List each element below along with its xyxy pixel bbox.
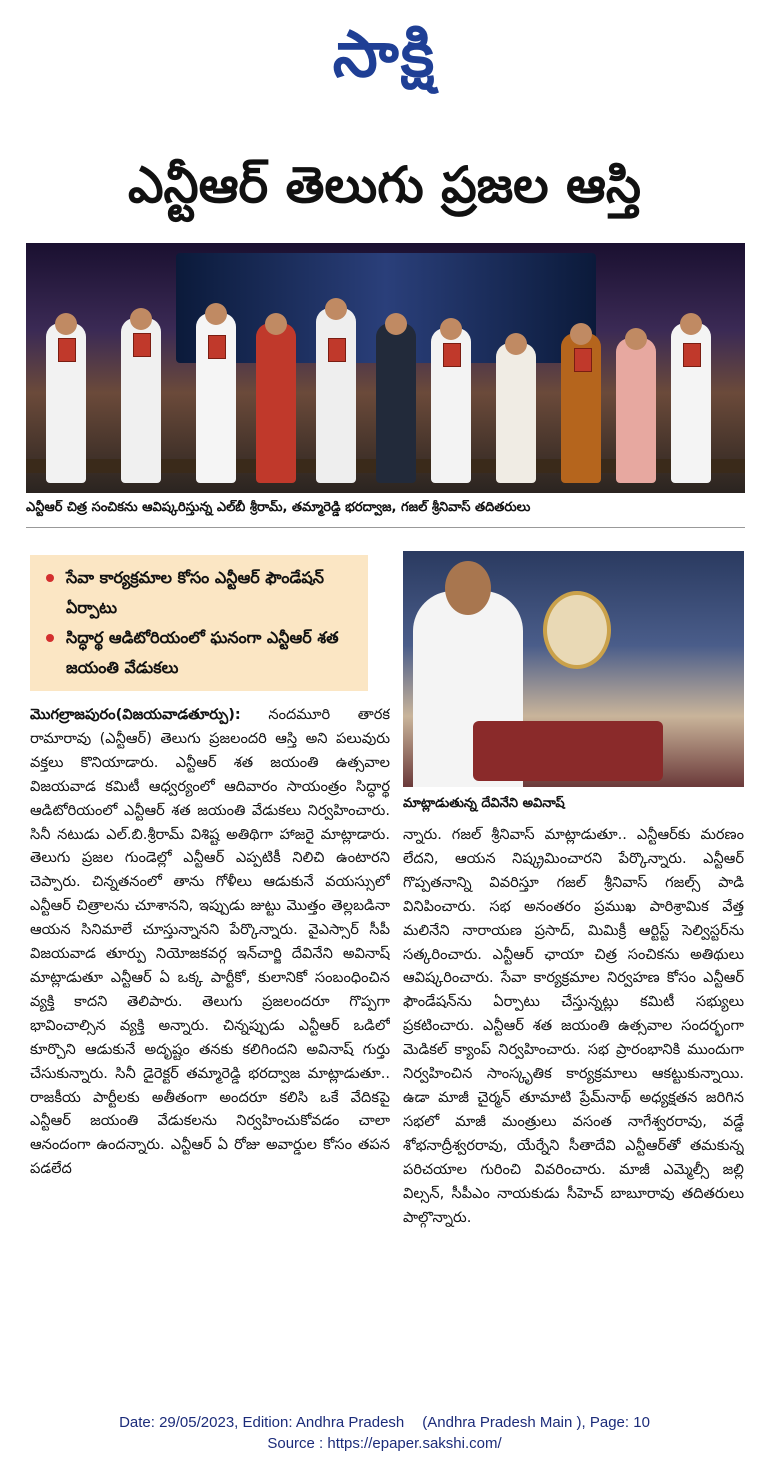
person-head [55, 313, 77, 335]
footer [0, 1412, 769, 1454]
person [616, 338, 656, 483]
person [496, 343, 536, 483]
event-photo [26, 243, 745, 493]
masthead-logo: సాక్షి [332, 18, 437, 92]
podium [473, 721, 663, 781]
book-cover [683, 343, 701, 367]
body-text-left: నందమూరి తారక రామారావు (ఎన్టీఆర్) తెలుగు ప్రజలందరి ఆస్తి అని పలువురు వక్తలు కొనియాడారు. ఎన్టీఆర్ శత జయంతి ఉత్సవాల విజయవాడ కమిటీ ఆధ్వర్యంలో ఆదివారం సాయంత్రం సిద్ధార్థ ఆడిటోరియంలో ఎన్టీఆర్ శత జయంతి వేడుకలు నిర్వహించారు. సినీ నటుడు ఎల్.బి.శ్రీరామ్ విశిష్ట అతిథిగా హాజరై మాట్లాడారు. తెలుగు ప్రజల గుండెల్లో ఎన్టీఆర్ ఎప్పటికీ నిలిచి ఉంటారని చెప్పారు. చిన్నతనంలో తాను గోళీలు ఆడుకునే వయస్సులో ఎన్టీఆర్ చిత్రాలను చూశానని, ఇప్పుడు జుట్టు మొత్తం తెల్లబడినా ఆయన సినిమాలే చూస్తున్నానని పేర్కొన్నారు. వైఎస్సార్ సీపీ విజయవాడ తూర్పు నియోజకవర్గ ఇన్‌చార్జి దేవినేని అవినాష్ మాట్లాడుతూ ఎన్టీఆర్ ఏ ఒక్క పార్టీకో, కులానికో సంబంధించిన వ్యక్తి కాదని తెలిపారు. తెలుగు ప్రజలందరూ గొప్పగా భావించాల్సిన వ్యక్తి అన్నారు. చిన్నప్పుడు ఎన్టీఆర్ ఒడిలో కూర్చొని ఆడుకునే అదృష్టం తనకు కలిగిందని అవినాష్ గుర్తు చేసుకున్నారు. సినీ డైరెక్టర్ తమ్మారెడ్డి భరద్వాజ మాట్లాడుతూ.. రాజకీయ పార్టీలకు అతీతంగా అందరూ కలిసి ఒకే వేదికపై ఎన్టీఆర్ జయంతి వేడుకలను నిర్వహించుకోవడం చాలా ఆనందంగా ఉందన్నారు. ఎన్టీఆర్ ఏ రోజు అవార్డుల కోసం తపన పడలేద [30, 706, 390, 1178]
person-head [385, 313, 407, 335]
body-text-right: న్నారు. గజల్ శ్రీనివాస్ మాట్లాడుతూ.. ఎన్టీఆర్‌కు మరణం లేదని, ఆయన నిష్క్రమించారని పేర్కొన్నారు. ఎన్టీఆర్ గొప్పతనాన్ని వివరిస్తూ గజల్ శ్రీనివాస్ గజల్స్ పాడి వినిపించారు. సభ అనంతరం ప్రముఖ పారిశ్రామిక వేత్త మలినేని నారాయణ ప్రసాద్, మిమిక్రీ ఆర్టిస్ట్ సెల్విస్టర్‌ను సత్కరించారు. ఎన్టీఆర్ ఛాయా చిత్ర సంచికను అతిథులు ఆవిష్కరించారు. సేవా కార్యక్రమాల నిర్వహణ కోసం ఎన్టీఆర్ ఫౌండేషన్‌ను ఏర్పాటు చేస్తున్నట్లు కమిటీ సభ్యులు ప్రకటించారు. ఎన్టీఆర్ శత జయంతి ఉత్సవాల సందర్భంగా మెడికల్ క్యాంప్ నిర్వహించారు. సభ ప్రారంభానికి ముందుగా నిర్వహించిన సాంస్కృతిక కార్యక్రమాలు ఆకట్టుకున్నాయి. ఉడా మాజీ చైర్మన్ తూమాటి ప్రేమ్‌నాథ్ అధ్యక్షతన జరిగిన సభలో మాజీ మంత్రులు వసంత నాగేశ్వరరావు, వడ్డే శోభనాద్రీశ్వరరావు, యేర్నేని సీతాదేవి ఎన్టీఆర్‌తో తమకున్న పరిచయాల గురించి వివరించారు. మాజీ ఎమ్మెల్సీ జల్లి విల్సన్, సీపీఎం నాయకుడు సీహెచ్ బాబూరావు తదితరులు పాల్గొన్నారు. [403, 826, 744, 1226]
person-head [325, 298, 347, 320]
highlight-text: సిద్ధార్థ ఆడిటోరియంలో ఘనంగా ఎన్టీఆర్ శత జయంతి వేడుకలు [66, 628, 339, 677]
book-cover [58, 338, 76, 362]
presenter-head [445, 561, 491, 615]
person-head [625, 328, 647, 350]
person-head [570, 323, 592, 345]
highlights-box [30, 555, 368, 691]
footer-source: Source : https://epaper.sakshi.com/ [267, 1435, 502, 1452]
highlight-item [40, 623, 358, 683]
book-cover [208, 335, 226, 359]
person [316, 308, 356, 483]
article-body-left [30, 703, 390, 1393]
dateline: మొగల్రాజపురం(విజయవాడతూర్పు): [30, 706, 241, 723]
speaker-caption: మాట్లాడుతున్న దేవినేని అవినాష్ [403, 796, 565, 811]
highlight-text: సేవా కార్యక్రమాల కోసం ఎన్టీఆర్ ఫౌండేషన్ ఏర్పాటు [66, 568, 324, 617]
book-cover [574, 348, 592, 372]
photo-caption: ఎన్టీఆర్ చిత్ర సంచికను ఆవిష్కరిస్తున్న ఎల్‌బీ శ్రీరామ్, తమ్మారెడ్డి భరద్వాజ, గజల్ శ్రీనివాస్ తదితరులు [26, 500, 531, 515]
footer-edition-page: (Andhra Pradesh Main ), Page: 10 [422, 1414, 650, 1431]
person-head [505, 333, 527, 355]
person-head [265, 313, 287, 335]
person [376, 323, 416, 483]
book-cover [328, 338, 346, 362]
speaker-photo [403, 551, 744, 787]
bullet-icon [46, 634, 54, 642]
footer-date: Date: 29/05/2023, Edition: Andhra Pradesh [119, 1414, 405, 1431]
person-head [680, 313, 702, 335]
book-cover [133, 333, 151, 357]
article-headline: ఎన్టీఆర్ తెలుగు ప్రజల ఆస్తి [127, 156, 642, 214]
article-body-right [403, 823, 744, 1388]
portrait-frame [543, 591, 611, 669]
person-head [440, 318, 462, 340]
person [256, 323, 296, 483]
book-cover [443, 343, 461, 367]
person-head [130, 308, 152, 330]
highlight-item [40, 563, 358, 623]
bullet-icon [46, 574, 54, 582]
person-head [205, 303, 227, 325]
divider [26, 527, 745, 528]
footer-date-line [0, 1412, 769, 1433]
